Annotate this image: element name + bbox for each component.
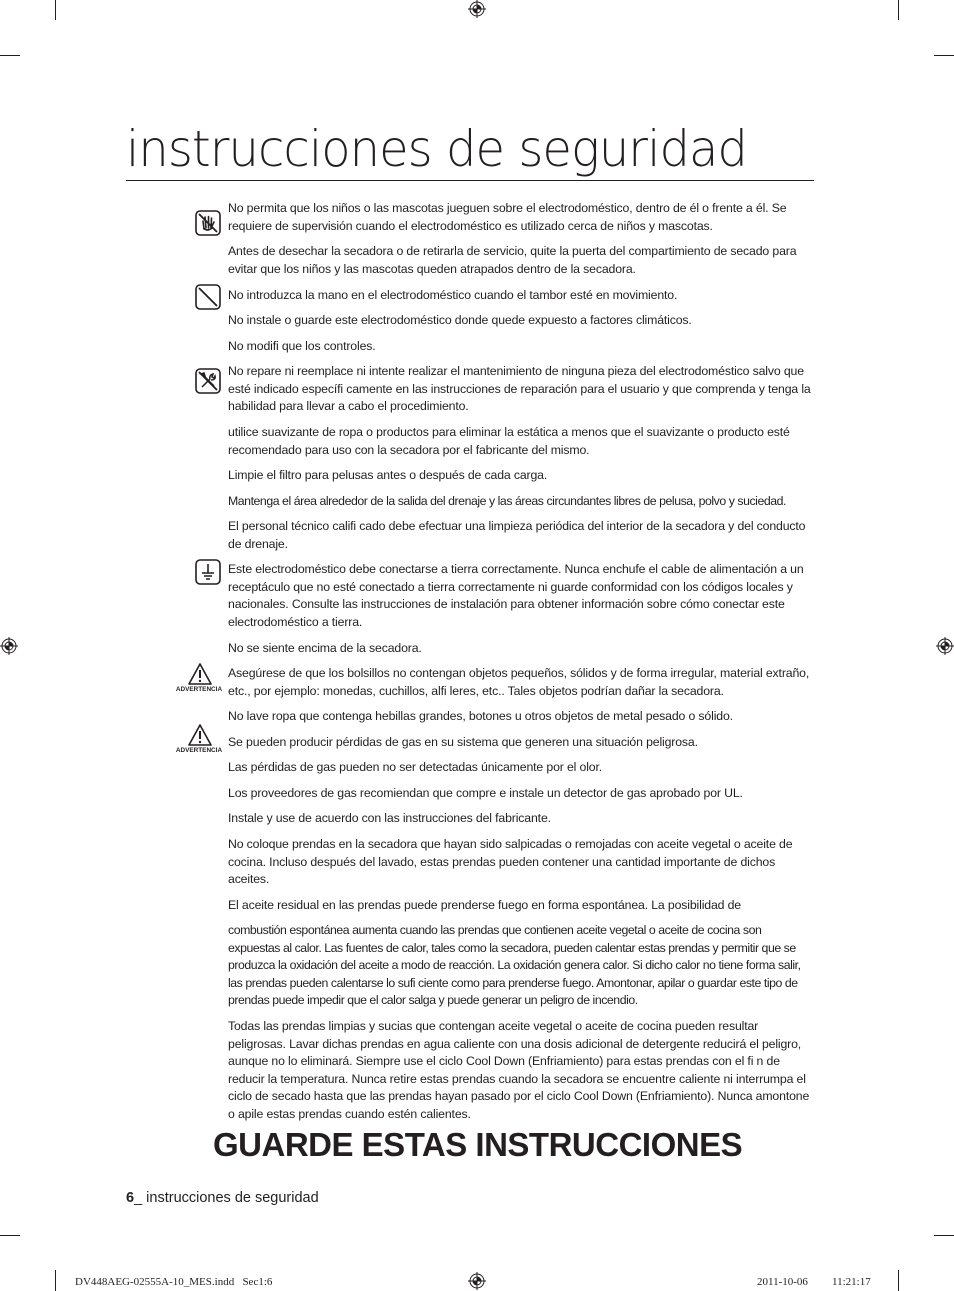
safety-paragraph: No se siente encima de la secadora. bbox=[228, 641, 422, 655]
no-disassembly-icon bbox=[195, 368, 221, 394]
registration-mark-icon bbox=[468, 1272, 486, 1290]
warning-label: ADVERTENCIA bbox=[175, 686, 223, 693]
warning-label: ADVERTENCIA bbox=[175, 747, 223, 754]
safety-paragraph: Este electrodoméstico debe conectarse a tierra correctamente. Nunca enchufe el cable de alimentación a un receptáculo que no esté conectado a tierra correctamente ni guarde conformidad con los códigos locales y nacionales. Consulte las instrucciones de instalación para obtener información sobre cómo conectar este electrodoméstico a tierra. bbox=[228, 562, 804, 629]
safety-paragraph: El personal técnico califi cado debe efectuar una limpieza periódica del interior de la secadora y del conducto de drenaje. bbox=[228, 519, 806, 551]
save-instructions-heading: GUARDE ESTAS INSTRUCCIONES bbox=[213, 1126, 743, 1163]
safety-paragraph: No introduzca la mano en el electrodoméstico cuando el tambor esté en movimiento. bbox=[228, 288, 678, 302]
page-footer bbox=[126, 1189, 319, 1207]
registration-mark-icon bbox=[936, 637, 954, 655]
no-touch-hand-icon bbox=[195, 210, 221, 236]
safety-paragraph: No modifi que los controles. bbox=[228, 339, 376, 353]
slug-date: 2011-10-06 bbox=[757, 1276, 808, 1288]
safety-paragraph: Los proveedores de gas recomiendan que compre e instale un detector de gas aprobado por UL. bbox=[228, 786, 743, 800]
crop-mark bbox=[55, 0, 56, 20]
crop-mark bbox=[934, 55, 954, 56]
safety-paragraph: No lave ropa que contenga hebillas grandes, botones u otros objetos de metal pesado o sólido. bbox=[228, 709, 733, 723]
prohibited-icon bbox=[195, 284, 221, 310]
safety-paragraph: No permita que los niños o las mascotas jueguen sobre el electrodoméstico, dentro de él o frente a él. Se requiere de supervisión cuando el electrodoméstico es utilizado cerca de niños y mascotas. bbox=[228, 201, 787, 233]
registration-mark-icon bbox=[468, 0, 486, 18]
ground-plug-icon bbox=[195, 559, 221, 585]
footer-section: _ instrucciones de seguridad bbox=[134, 1190, 319, 1206]
crop-mark bbox=[0, 55, 20, 56]
slug-file: DV448AEG-02555A-10_MES.indd Sec1:6 bbox=[75, 1276, 273, 1288]
safety-paragraph: Se pueden producir pérdidas de gas en su sistema que generen una situación peligrosa. bbox=[228, 735, 698, 749]
registration-mark-icon bbox=[0, 637, 18, 655]
page-number: 6 bbox=[126, 1190, 135, 1206]
safety-paragraph: Todas las prendas limpias y sucias que contengan aceite vegetal o aceite de cocina pueden resultar peligrosas. Lavar dichas prendas en agua caliente con una dosis adicional de detergente reducirá el peligro, aunque no lo eliminará. Siempre use el ciclo Cool Down (Enfriamiento) para estas prendas con el fi n de reducir la temperatura. Nunca retire estas prendas cuando la secadora se encuentre caliente ni interrumpa el ciclo de secado hasta que las prendas hayan pasado por el ciclo Cool Down (Enfriamiento). Nunca amontone o apile estas prendas cuando estén calientes. bbox=[228, 1019, 810, 1121]
safety-paragraph: Mantenga el área alrededor de la salida del drenaje y las áreas circundantes libres de pelusa, polvo y suciedad. bbox=[228, 494, 786, 508]
page-title: instrucciones de seguridad bbox=[126, 118, 814, 181]
warning-triangle-icon bbox=[188, 663, 212, 685]
safety-paragraph: combustión espontánea aumenta cuando las prendas que contienen aceite vegetal o aceite de cocina son expuestas al calor. Las fuentes de calor, tales como la secadora, pueden calentar estas prendas y permitir que se produzca la oxidación del aceite a modo de reacción. La oxidación genera calor. Si dicho calor no tiene forma salir, las prendas pueden calentarse lo sufi ciente como para prenderse fuego. Amontonar, apilar o guardar este tipo de prendas puede impedir que el calor salga y puede generar un peligro de incendio. bbox=[228, 923, 801, 1008]
safety-paragraph: No coloque prendas en la secadora que hayan sido salpicadas o remojadas con aceite vegetal o aceite de cocina. Incluso después del lavado, estas prendas pueden contener una cantidad importante de dichos aceites. bbox=[228, 837, 793, 887]
safety-paragraph: Asegúrese de que los bolsillos no contengan objetos pequeños, sólidos y de forma irregular, material extraño, etc., por ejemplo: monedas, cuchillos, alfi leres, etc.. Tales objetos podrían dañar la secadora. bbox=[228, 666, 810, 698]
crop-mark bbox=[898, 1270, 899, 1291]
crop-mark bbox=[55, 1270, 56, 1291]
crop-mark bbox=[898, 0, 899, 20]
safety-paragraph: Las pérdidas de gas pueden no ser detectadas únicamente por el olor. bbox=[228, 760, 602, 774]
safety-paragraph: Antes de desechar la secadora o de retirarla de servicio, quite la puerta del compartimiento de secado para evitar que los niños y las mascotas queden atrapados dentro de la secadora. bbox=[228, 244, 797, 276]
crop-mark bbox=[934, 1235, 954, 1236]
warning-triangle-icon bbox=[188, 724, 212, 746]
safety-paragraph: Limpie el filtro para pelusas antes o después de cada carga. bbox=[228, 468, 548, 482]
safety-paragraph: Instale y use de acuerdo con las instrucciones del fabricante. bbox=[228, 811, 551, 825]
crop-mark bbox=[0, 1235, 20, 1236]
safety-paragraph: No instale o guarde este electrodoméstico donde quede expuesto a factores climáticos. bbox=[228, 313, 692, 327]
safety-paragraph: utilice suavizante de ropa o productos para eliminar la estática a menos que el suavizante o producto esté recomendado para uso con la secadora por el fabricante del mismo. bbox=[228, 425, 790, 457]
safety-paragraph: No repare ni reemplace ni intente realizar el mantenimiento de ninguna pieza del electrodoméstico salvo que esté indicado específi camente en las instrucciones de reparación para el usuario y que comprenda y tenga la habilidad para llevar a cabo el procedimiento. bbox=[228, 364, 811, 414]
slug-time: 11:21:17 bbox=[832, 1276, 871, 1288]
safety-paragraph: El aceite residual en las prendas puede prenderse fuego en forma espontánea. La posibilidad de bbox=[228, 898, 741, 912]
